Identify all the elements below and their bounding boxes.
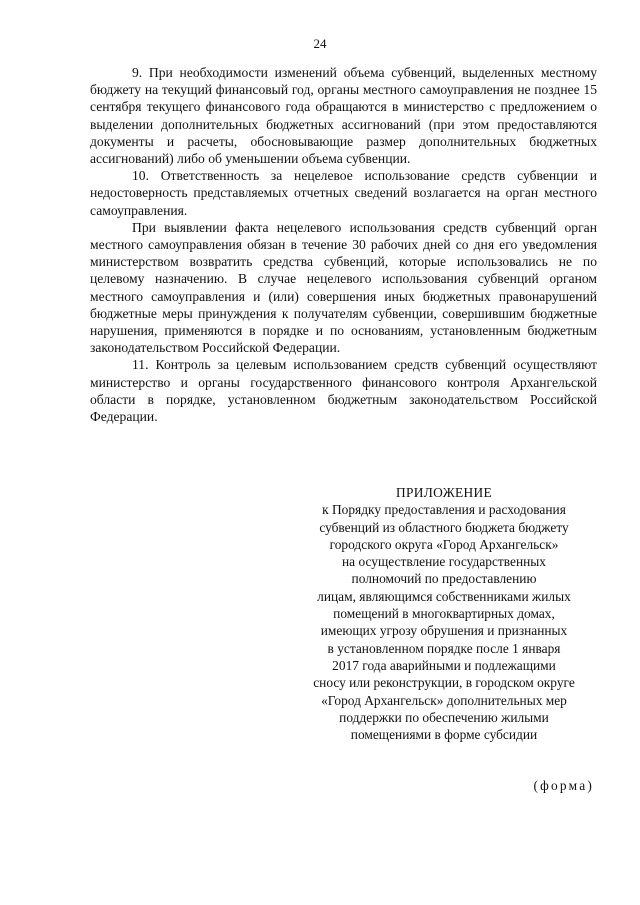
appendix-title: ПРИЛОЖЕНИЕ: [396, 485, 492, 500]
paragraph-9: 9. При необходимости изменений объема субвенций, выделенных местному бюджету на текущий финансовый год, органы местного самоуправления не позднее 15 сентября текущего финансового года обращаются в министерство с предложением о выделении дополнительных бюджетных ассигнований (при этом предоставляются документы и расчеты, обосновывающие размер дополнительных бюджетных ассигнований) либо об уменьшении объема субвенции.: [90, 65, 597, 167]
appendix-line: сносу или реконструкции, в городском округе: [313, 675, 575, 691]
appendix-line: в установленном порядке после 1 января: [327, 640, 561, 656]
appendix-line: полномочий по предоставлению: [351, 571, 537, 587]
appendix-line: имеющих угрозу обрушения и признанных: [320, 623, 568, 639]
appendix-block: [278, 484, 610, 743]
paragraph-11: 11. Контроль за целевым использованием средств субвенций осуществляют министерство и органы государственного финансового контроля Архангельской области в порядке, установленном бюджетным законодательством Российской Федерации.: [90, 357, 597, 425]
form-label: (форма): [533, 778, 594, 793]
paragraph-10: 10. Ответственность за нецелевое использование средств субвенции и недостоверность представляемых отчетных сведений возлагается на орган местного самоуправления.: [90, 168, 597, 218]
appendix-line: лицам, являющимся собственниками жилых: [317, 588, 571, 604]
appendix-line: на осуществление государственных: [342, 554, 546, 570]
paragraph-misuse: При выявлении факта нецелевого использования средств субвенций орган местного самоуправления обязан в течение 30 рабочих дней со дня его уведомления министерством возвратить средства субвенций, которые использовались не по целевому назначению. В случае нецелевого использования субвенций органом местного самоуправления и (или) совершения иных бюджетных правонарушений бюджетные меры принуждения к получателям субвенции, совершившим бюджетные нарушения, применяются в порядке и по основаниям, установленным бюджетным законодательством Российской Федерации.: [90, 219, 597, 356]
appendix-line: «Город Архангельск» дополнительных мер: [321, 692, 567, 708]
body-text: [90, 64, 597, 425]
appendix-line: к Порядку предоставления и расходования: [322, 502, 566, 518]
appendix-line: помещениями в форме субсидии: [350, 727, 538, 743]
appendix-line: 2017 года аварийными и подлежащими: [332, 657, 556, 673]
appendix-line: поддержки по обеспечению жилыми: [339, 709, 549, 725]
page-number: 24: [313, 36, 327, 51]
appendix-line: городского округа «Город Архангельск»: [329, 536, 559, 552]
appendix-line: субвенций из областного бюджета бюджету: [319, 519, 569, 535]
appendix-line: помещений в многоквартирных домах,: [333, 606, 555, 622]
